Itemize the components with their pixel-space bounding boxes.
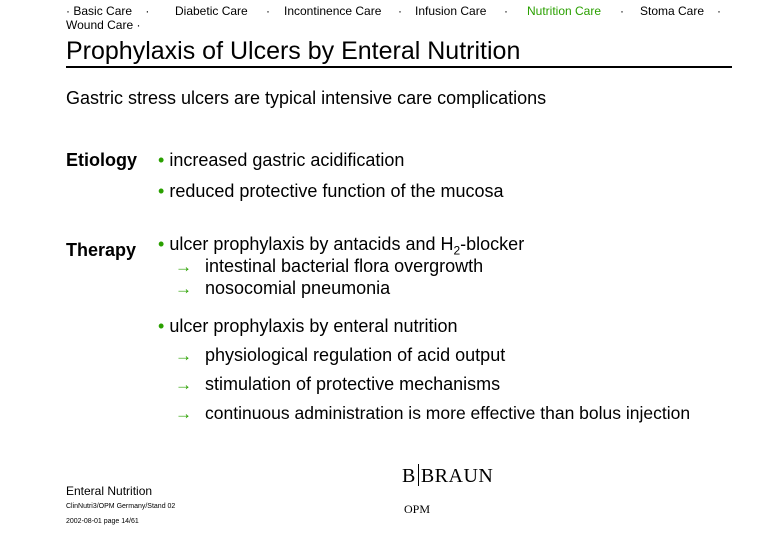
bullet-icon: • — [158, 234, 165, 254]
nav-stoma-care[interactable]: Stoma Care — [640, 4, 705, 18]
consequence-text: nosocomial pneumonia — [205, 278, 391, 298]
nav-wound-care[interactable]: Wound Care — [66, 18, 134, 32]
consequence-line — [175, 374, 500, 395]
footer-date-page: 2002-08-01 page 14/61 — [66, 518, 139, 525]
bullet-text: increased gastric acidification — [169, 150, 405, 170]
nav-separator: · — [266, 4, 270, 18]
bullet-text: ulcer prophylaxis by antacids and H — [169, 234, 454, 254]
consequence-text: stimulation of protective mechanisms — [205, 374, 501, 394]
nav-nutrition-care[interactable]: Nutrition Care — [527, 4, 602, 18]
therapy-bullet — [158, 316, 457, 337]
therapy-bullet — [158, 234, 524, 258]
nav-infusion-care[interactable]: Infusion Care — [415, 4, 487, 18]
bullet-text: ulcer prophylaxis by enteral nutrition — [169, 316, 458, 336]
nav-separator: · — [717, 4, 721, 18]
consequence-text: continuous administration is more effective than bolus injection — [205, 403, 691, 423]
arrow-right-icon: → — [175, 404, 192, 423]
arrow-right-icon: → — [175, 279, 192, 298]
nav-separator: · — [145, 4, 150, 18]
bullet-icon: • — [158, 181, 165, 201]
bbraun-logo: B BRAUN — [402, 465, 494, 487]
consequence-line — [175, 345, 505, 366]
nav-separator: · — [398, 4, 402, 18]
etiology-bullet — [158, 181, 504, 202]
nav-basic-care[interactable]: Basic Care — [73, 4, 133, 18]
subscript: 2 — [453, 243, 461, 258]
intro-text: Gastric stress ulcers are typical intensive care complications — [66, 88, 547, 108]
nav-incontinence-care[interactable]: Incontinence Care — [284, 4, 382, 18]
bullet-icon: • — [158, 150, 165, 170]
etiology-bullet — [158, 150, 404, 171]
bullet-icon: • — [158, 316, 165, 336]
consequence-line — [175, 403, 690, 424]
bullet-text: -blocker — [460, 234, 525, 254]
nav-separator: · — [66, 4, 70, 18]
nav-separator: · — [504, 4, 508, 18]
footer-section: Enteral Nutrition — [66, 484, 153, 498]
arrow-right-icon: → — [175, 346, 192, 365]
etiology-label: Etiology — [66, 150, 137, 170]
nav-diabetic-care[interactable]: Diabetic Care — [175, 4, 248, 18]
bullet-text: reduced protective function of the mucosa — [169, 181, 504, 201]
top-nav — [66, 4, 149, 18]
arrow-right-icon: → — [175, 257, 192, 276]
therapy-label: Therapy — [66, 240, 137, 260]
page-title: Prophylaxis of Ulcers by Enteral Nutrition — [66, 36, 732, 68]
arrow-right-icon: → — [175, 375, 192, 394]
consequence-line — [175, 256, 483, 277]
consequence-text: intestinal bacterial flora overgrowth — [205, 256, 484, 276]
consequence-line — [175, 278, 390, 299]
footer-source: ClinNutri3/OPM Germany/Stand 02 — [66, 503, 176, 510]
opm-label: OPM — [404, 502, 431, 516]
consequence-text: physiological regulation of acid output — [205, 345, 506, 365]
nav-separator: · — [136, 18, 141, 32]
nav-separator: · — [620, 4, 624, 18]
nav-row-2 — [66, 18, 141, 32]
